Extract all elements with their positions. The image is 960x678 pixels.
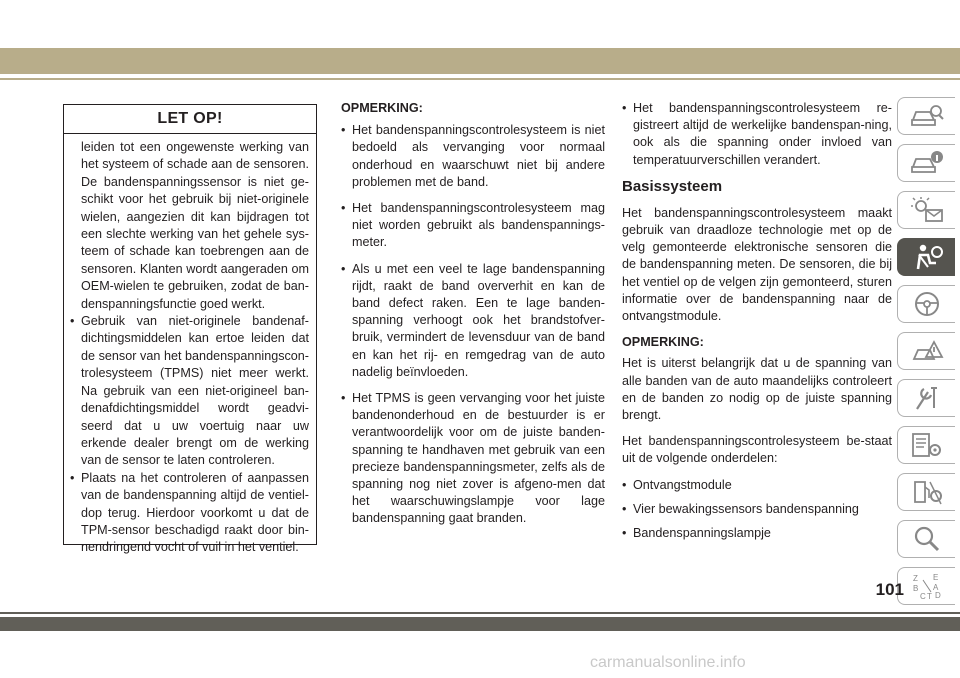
component-item: • Ontvangstmodule xyxy=(622,477,892,494)
abc-letter: E xyxy=(932,573,938,582)
abc-letter: C xyxy=(919,592,926,600)
car-info-icon xyxy=(910,149,944,177)
tab-language[interactable] xyxy=(897,567,955,605)
tab-steering-wheel[interactable] xyxy=(897,285,955,323)
caution-title: LET OP! xyxy=(64,105,316,134)
abc-letter: A xyxy=(932,583,938,592)
middle-column xyxy=(341,100,605,537)
warning-triangle-icon xyxy=(910,337,944,365)
tab-warning-lights[interactable] xyxy=(897,191,955,229)
tab-fuel-gear[interactable] xyxy=(897,473,955,511)
tab-car-magnifier[interactable] xyxy=(897,97,955,135)
caution-bullet: • Plaats na het controleren of aanpassen van de bandenspanning altijd de ventiel-dop terug. Hierdoor voorkomt u dat de TPM-sensor beschadigd raakt door bin-nendringend vocht of vuil in het ventiel. xyxy=(70,470,309,557)
steering-wheel-icon xyxy=(910,290,944,318)
note-heading: OPMERKING: xyxy=(622,335,704,350)
note-bullet: • Het bandenspanningscontrolesysteem mag niet worden gebruikt als bandenspannings-meter. xyxy=(341,200,605,252)
note-bullet: • Het TPMS is geen vervanging voor het juiste bandenonderhoud en de bestuurder is er verantwoordelijk voor om de juiste banden-spanning te handhaven met gebruik van een precieze bandenspanningsmeter, zelfs als de spanning nog niet zover is afgeno-men dat het waarschuwingslampje voor lage bandenspanning gaat branden. xyxy=(341,390,605,528)
watermark: carmanualsonline.info xyxy=(590,654,746,671)
tab-wrench-tools[interactable] xyxy=(897,379,955,417)
abc-letter: B xyxy=(912,584,918,593)
paragraph: Het bandenspanningscontrolesysteem be-staat uit de volgende onderdelen: xyxy=(622,434,892,466)
caution-bullet: • Gebruik van niet-originele bandenaf-dichtingsmiddelen kan ertoe leiden dat de sensor van het bandenspanningscon-trolesysteem (TPMS) niet meer werkt. Na gebruik van een niet-origineel ban-denafdichtingsmiddel wordt geadvi-seerd dat u uw voertuig naar uw erkende dealer brengt om de werking van de sensor te laten controleren. xyxy=(70,313,309,470)
caution-continued-text: leiden tot een ongewenste werking van het systeem of schade aan de sensoren. De bandenspanningssensor is niet ge-schikt voor het gebruik bij niet-originele wielen, aangezien dit kan bijdragen tot een slechte werking van het gehele sys-teem of schade kan toebrengen aan de sensoren. Klanten wordt aangeraden om OEM-wielen te gebruiken, zodat de ban-denspanningsfunctie goed werkt. xyxy=(81,140,309,311)
tab-search-index[interactable] xyxy=(897,520,955,558)
specifications-gears-icon xyxy=(910,431,944,459)
component-item: • Vier bewakingssensors bandenspanning xyxy=(622,501,892,518)
warning-lights-icon xyxy=(910,196,944,224)
header-rule xyxy=(0,78,960,80)
abc-letter: Z xyxy=(912,574,918,583)
paragraph: Het bandenspanningscontrolesysteem maakt gebruik van draadloze technologie met op de velg gemonteerde elektronische sensoren die de bandenspanning meten. De sensoren, die bij het ventiel op de velgen zijn gemonteerd, sturen informatie over de bandenspanning naar de ontvangstmodule. xyxy=(622,205,892,324)
note-text: Het is uiterst belangrijk dat u de spanning van alle banden van de auto maandelijks controleert en de banden zo nodig op de juiste spanning brengt. xyxy=(622,356,892,423)
right-column xyxy=(622,100,892,549)
page-number: 101 xyxy=(875,580,904,599)
section-heading: Basissysteem xyxy=(622,177,723,195)
tab-car-info[interactable] xyxy=(897,144,955,182)
chapter-tabs xyxy=(897,97,955,607)
wrench-tools-icon xyxy=(910,384,944,412)
seatbelt-airbag-icon xyxy=(910,243,944,271)
note-heading: OPMERKING: xyxy=(341,101,423,115)
tab-specifications[interactable] xyxy=(897,426,955,464)
tab-warning-triangle[interactable] xyxy=(897,332,955,370)
fuel-pump-gear-icon xyxy=(910,478,944,506)
language-letters-icon xyxy=(910,572,944,600)
tab-seatbelt-airbag[interactable] xyxy=(897,238,955,276)
caution-box xyxy=(63,104,317,555)
search-index-icon xyxy=(910,525,944,553)
component-item: • Bandenspanningslampje xyxy=(622,525,892,542)
car-magnifier-icon xyxy=(910,102,944,130)
note-bullet: • Het bandenspanningscontrolesysteem is niet bedoeld als vervanging voor normaal onderhoud en waarschuwt niet bij andere problemen met de band. xyxy=(341,122,605,191)
footer-band xyxy=(0,617,960,631)
header-band xyxy=(0,48,960,74)
abc-letter: D xyxy=(934,591,941,600)
note-bullet: • Het bandenspanningscontrolesysteem re-gistreert altijd de werkelijke bandenspan-ning, ook als die spanning onder invloed van temperatuurverschillen verandert. xyxy=(622,100,892,169)
footer-rule xyxy=(0,612,960,614)
abc-letter: T xyxy=(926,592,932,600)
note-bullet: • Als u met een veel te lage bandenspanning rijdt, raakt de band oververhit en kan de band defect raken. Een te lage banden-spanning verhoogt ook het brandstofver-bruik, vermindert de levensduur van de band en kan het rij- en remgedrag van de auto nadelig beïnvloeden. xyxy=(341,261,605,381)
